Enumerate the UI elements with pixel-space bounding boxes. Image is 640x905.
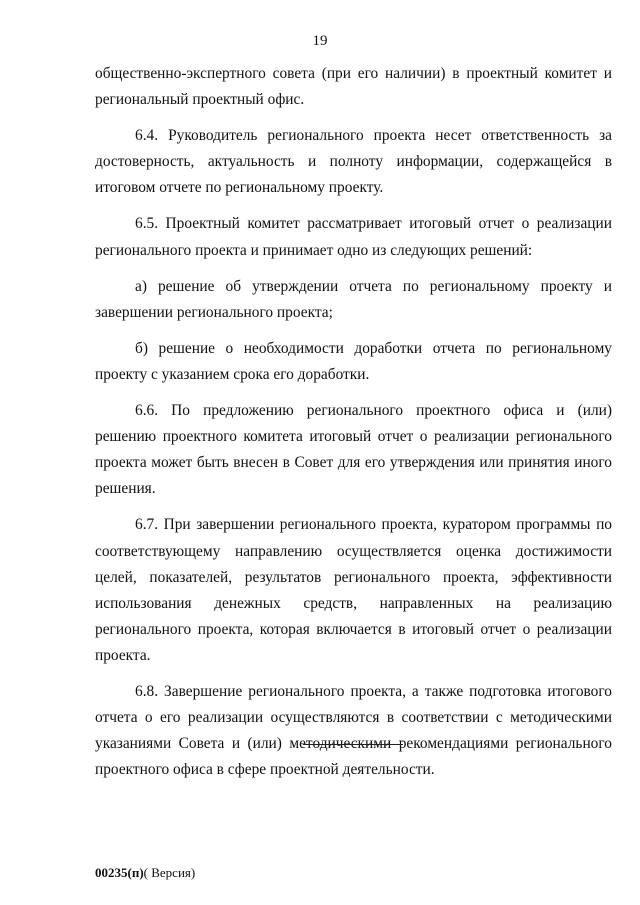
paragraph-6-6: 6.6. По предложению регионального проектного офиса и (или) решению проектного комитета итоговый отчет о реализации регионального проекта может быть внесен в Совет для его утверждения или принятия иного решения. [95, 402, 612, 498]
footer-version-label: ( Версия) [143, 865, 196, 880]
footer-document-code [95, 865, 195, 881]
page-number: 19 [312, 33, 328, 49]
document-body [95, 61, 612, 793]
paragraph-6-5-b: б) решение о необходимости доработки отчета по региональному проекту с указанием срока его доработки. [95, 339, 612, 383]
paragraph-6-4: 6.4. Руководитель регионального проекта несет ответственность за достоверность, актуальность и полноту информации, содержащейся в итоговом отчете по региональному проекту. [95, 127, 612, 197]
paragraph-6-7: 6.7. При завершении регионального проекта, куратором программы по соответствующему направлению осуществляется оценка достижимости целей, показателей, результатов регионального проекта, эффективности использования денежных средств, направленных на реализацию регионального проекта, которая включается в итоговый отчет о реализации проекта. [95, 516, 612, 664]
paragraph-continuation: общественно-экспертного совета (при его наличии) в проектный комитет и региональный проектный офис. [95, 65, 612, 109]
paragraph-6-5: 6.5. Проектный комитет рассматривает итоговый отчет о реализации регионального проекта и принимает одно из следующих решений: [95, 215, 612, 259]
paragraph-6-8: 6.8. Завершение регионального проекта, а также подготовка итогового отчета о его реализации осуществляются в соответствии с методическими указаниями Совета и (или) методическими рекомендациями регионального проектного офиса в сфере проектной деятельности. [95, 682, 612, 779]
end-separator-line [303, 744, 403, 745]
paragraph-6-5-a: а) решение об утверждении отчета по региональному проекту и завершении регионального проекта; [95, 277, 612, 321]
footer-code-number: 00235(п) [95, 865, 144, 880]
